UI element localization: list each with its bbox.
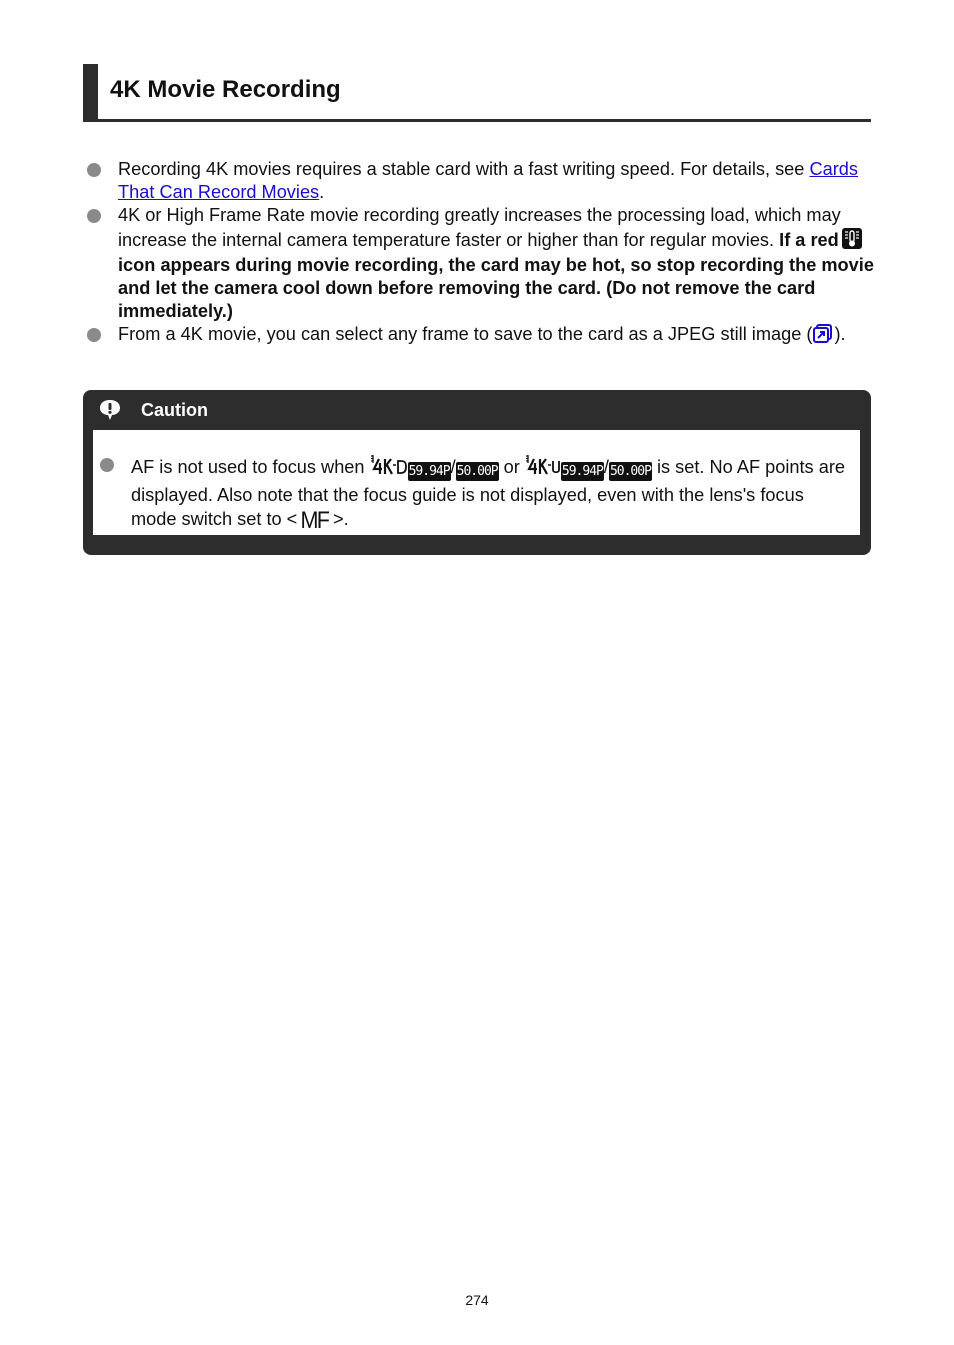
list-item: [83, 323, 875, 346]
framerate-badge: 50.00P: [456, 464, 498, 479]
caution-body: [93, 430, 860, 535]
framerate-badge: 59.94P: [561, 464, 603, 479]
framerate-badge: 50.00P: [609, 464, 651, 479]
bullet-dot: [87, 209, 101, 223]
slash: /: [450, 457, 456, 477]
caution-exclamation-icon: [98, 399, 122, 421]
bullet-list: [83, 158, 875, 346]
bullet-text: Recording 4K movies requires a stable card with a fast writing speed. For details, see: [118, 159, 810, 179]
temperature-warning-icon: [842, 228, 862, 249]
page-number: 274: [465, 1292, 489, 1308]
caution-header: [83, 390, 871, 430]
slash: /: [603, 457, 609, 477]
heading-accent-bar: [83, 64, 98, 121]
caution-title: Caution: [141, 400, 208, 420]
manual-focus-symbol: MF: [300, 507, 329, 534]
caution-text-end: >.: [332, 509, 349, 529]
warning-text-lead: If a red: [779, 230, 839, 250]
cards-link[interactable]: Cards That Can Record Movies: [118, 159, 858, 202]
section-heading: [83, 64, 871, 122]
bullet-text-end: .: [319, 182, 325, 202]
bullet-text-end: ).: [834, 324, 846, 344]
bullet-text: From a 4K movie, you can select any frame to save to the card as a JPEG still image (: [118, 324, 813, 344]
caution-text-continued: is set. No AF points are displayed. Also note that the focus guide is not displayed, even with the lens's focus mode switch set to <: [131, 457, 845, 529]
caution-text: AF is not used to focus when: [131, 457, 365, 477]
page-reference-icon[interactable]: [812, 324, 834, 343]
4k-uhd-icon: [525, 453, 561, 483]
page-title: 4K Movie Recording: [110, 76, 341, 103]
bullet-dot: [100, 458, 114, 472]
4k-dci-icon: [370, 453, 408, 483]
bullet-dot: [87, 163, 101, 177]
list-item: [83, 204, 875, 323]
caution-text-or: or: [503, 457, 520, 477]
warning-text: icon appears during movie recording, the card may be hot, so stop recording the movie and let the camera cool down before removing the card. (Do not remove the card immediately.): [118, 255, 874, 321]
list-item: [83, 158, 875, 204]
bullet-dot: [87, 328, 101, 342]
framerate-badge: 59.94P: [408, 464, 450, 479]
caution-box: [83, 390, 871, 555]
bullet-text: 4K or High Frame Rate movie recording greatly increases the processing load, which may increase the internal camera temperature faster or higher than for regular movies.: [118, 205, 841, 250]
list-item: [93, 453, 853, 533]
